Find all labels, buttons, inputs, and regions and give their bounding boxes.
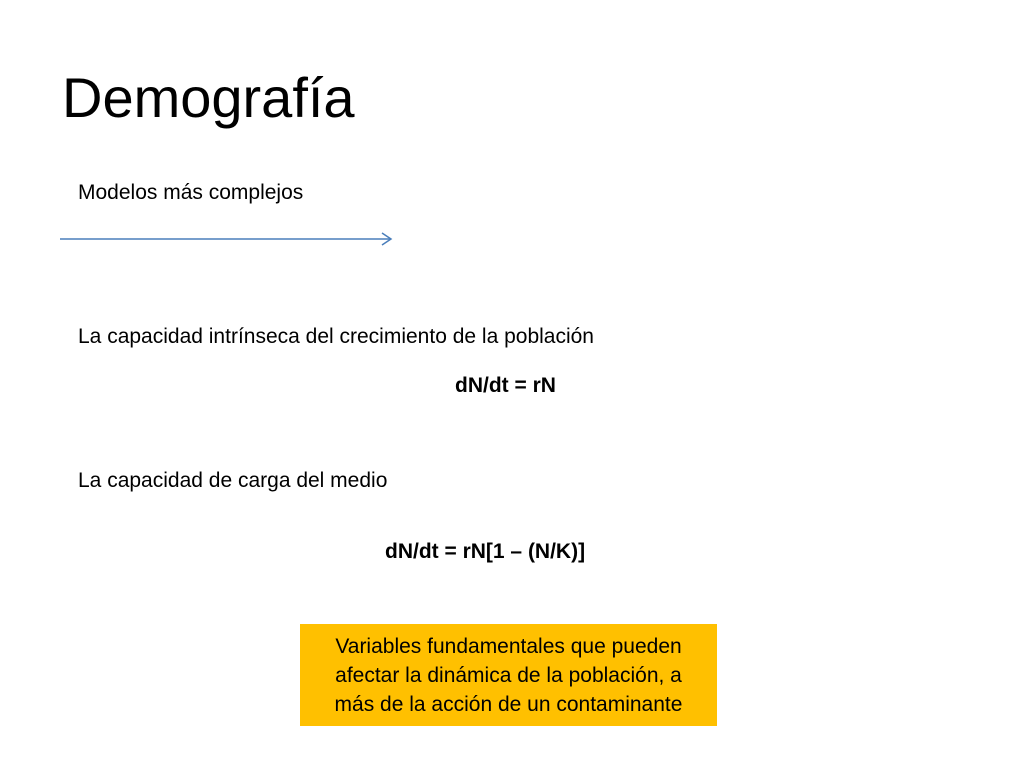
note-line: afectar la dinámica de la población, a [335,663,682,687]
exponential-equation: dN/dt = rN [455,374,556,397]
carrying-capacity-text: La capacidad de carga del medio [78,469,388,492]
note-line: Variables fundamentales que pueden [335,634,682,658]
note-line: más de la acción de un contaminante [334,692,683,716]
note-callout [300,624,717,726]
subtitle: Modelos más complejos [78,181,304,204]
slide-title: Demografía [62,66,355,129]
right-arrow-icon [58,229,398,249]
logistic-equation: dN/dt = rN[1 – (N/K)] [385,540,586,563]
intrinsic-capacity-text: La capacidad intrínseca del crecimiento de la población [78,325,594,348]
